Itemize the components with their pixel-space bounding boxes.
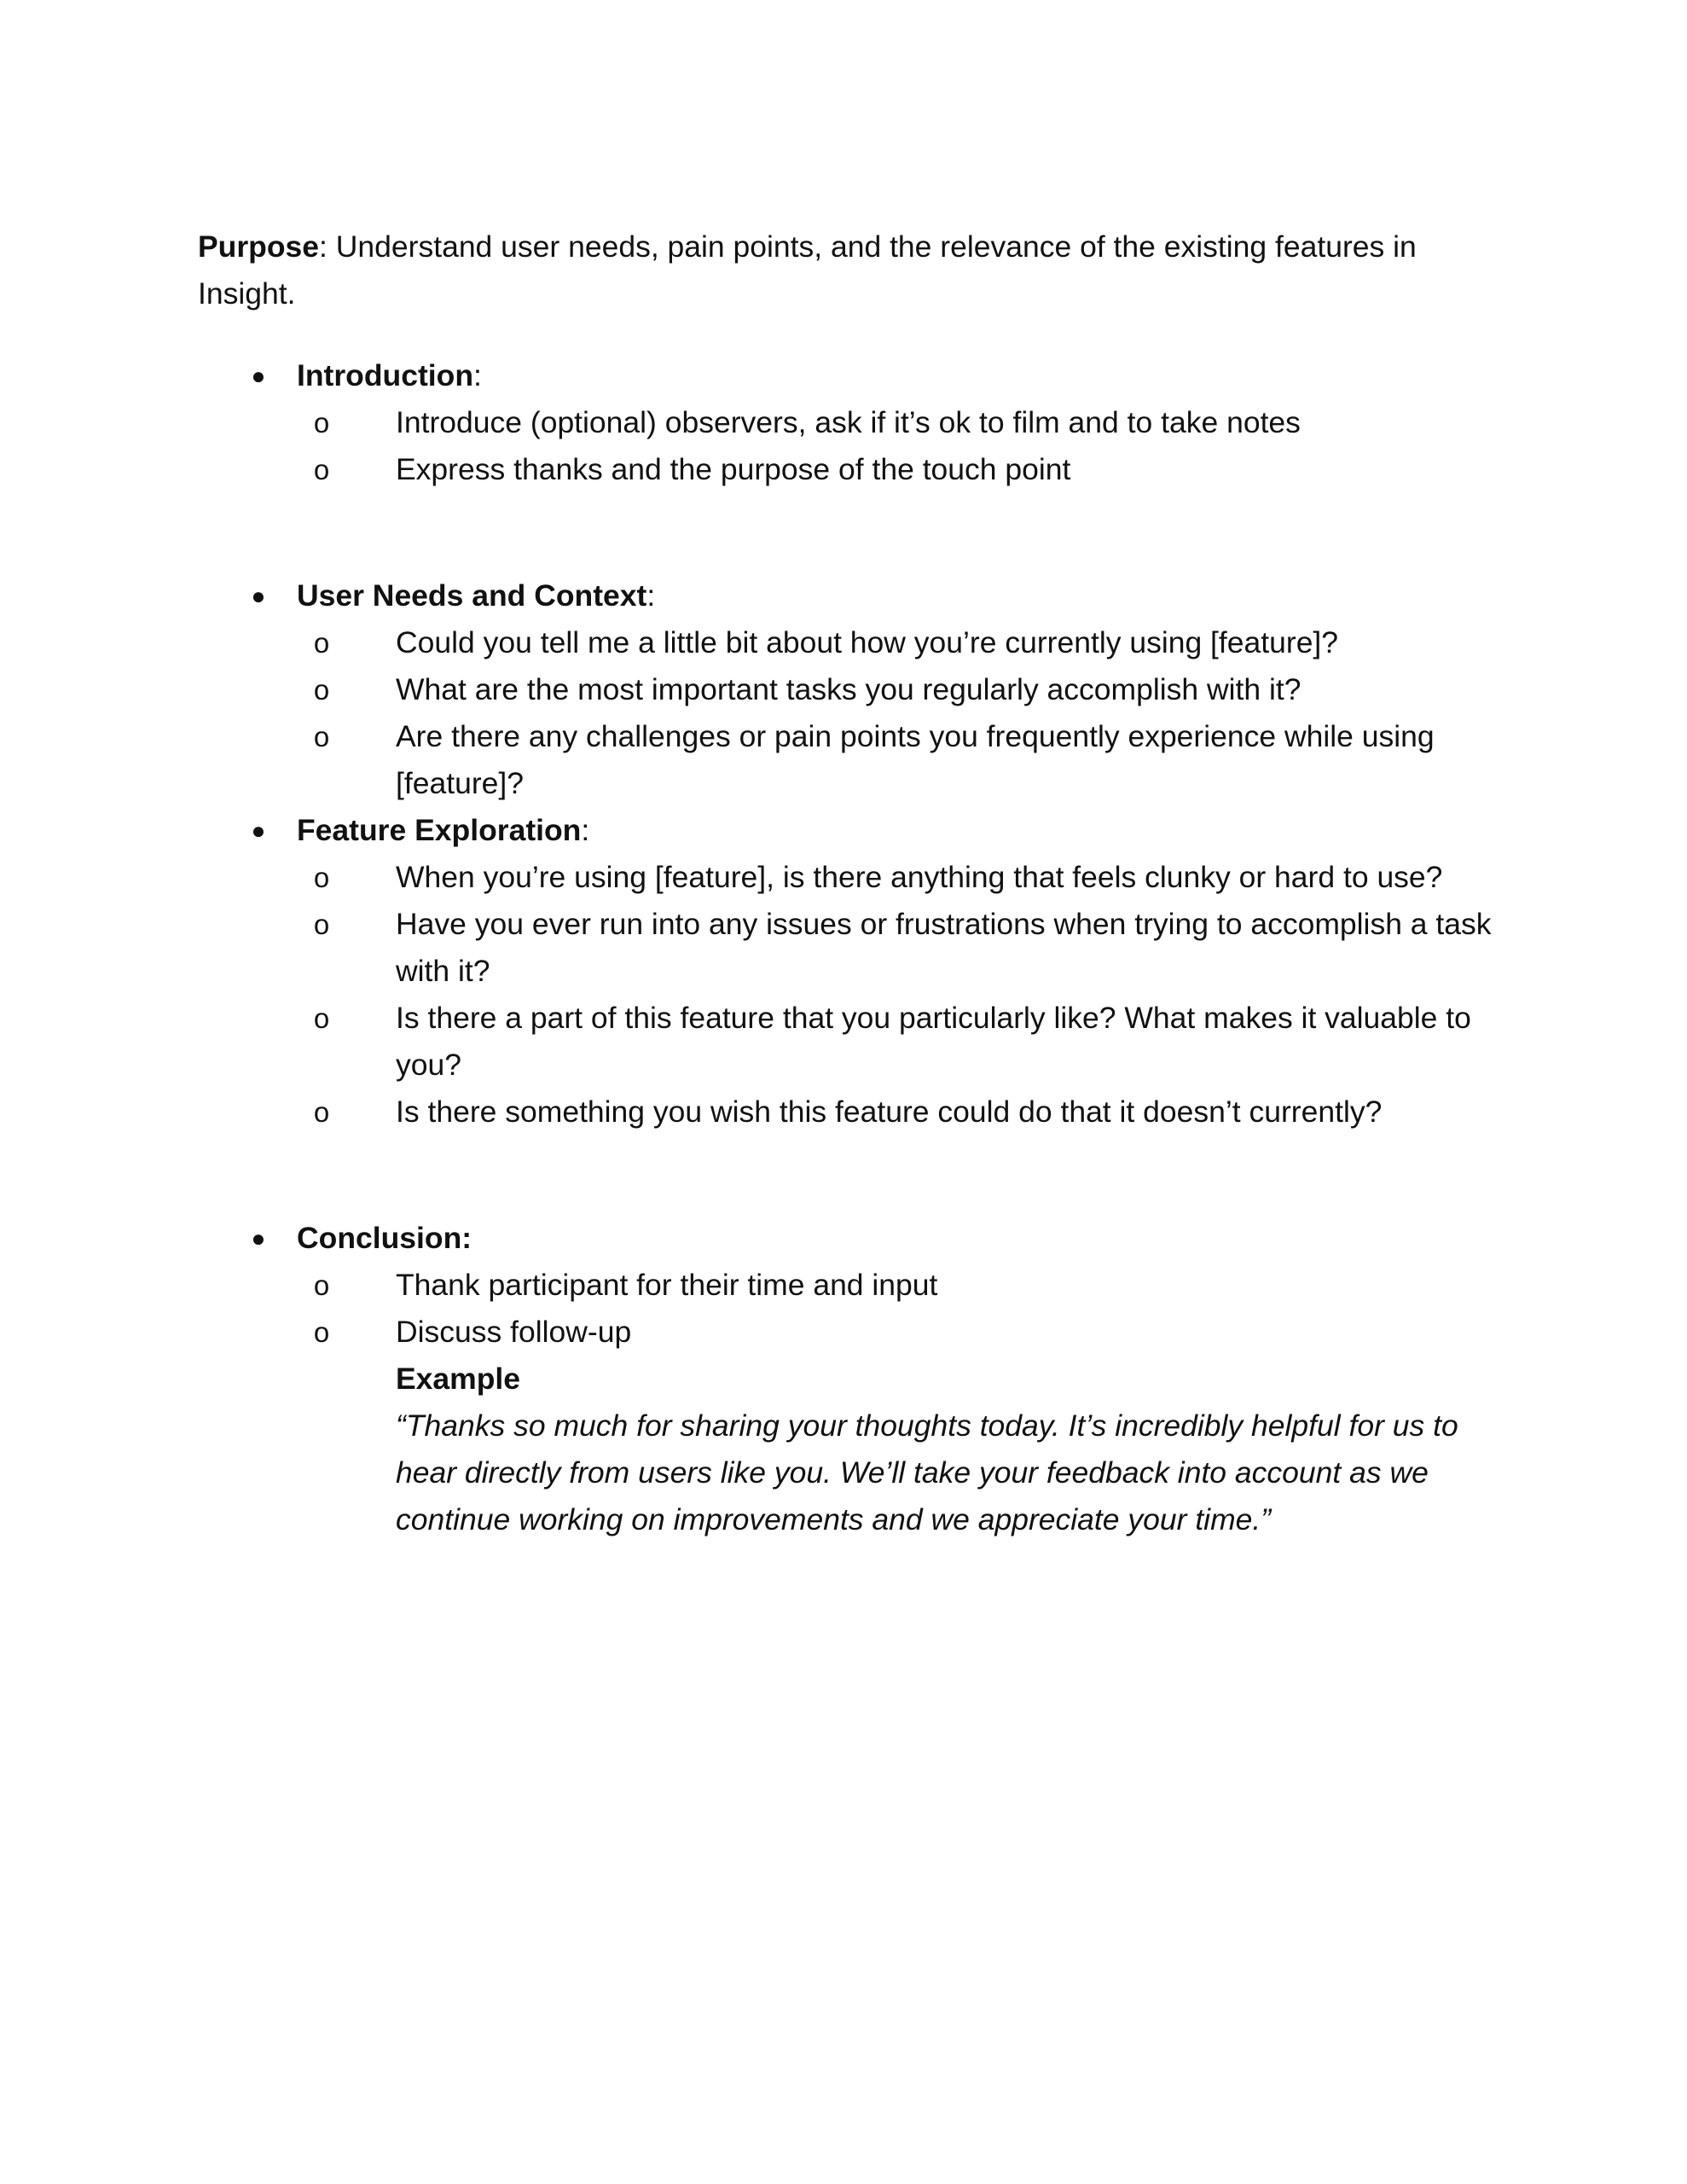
section-title: Conclusion: [297,1221,472,1255]
section-colon: : [473,358,482,392]
section-colon: : [646,578,656,613]
list-item-text: Introduce (optional) observers, ask if it’s ok to film and to take notes [396,405,1301,439]
circle-bullet-icon: o [313,721,330,752]
list-item [297,854,1494,901]
circle-bullet-icon: o [313,674,330,706]
circle-bullet-icon: o [313,407,330,439]
blank-line [198,493,1494,572]
section-conclusion [198,1215,1494,1543]
document-page [198,224,1494,1543]
circle-bullet-icon: o [313,1316,330,1348]
section-introduction [198,352,1494,493]
list-item [297,713,1494,807]
circle-bullet-icon: o [313,1002,330,1034]
bullet-icon: ● [251,817,266,844]
section-heading [251,352,1494,399]
bullet-icon: ● [251,363,266,389]
circle-bullet-icon: o [313,909,330,940]
circle-bullet-icon: o [313,627,330,659]
circle-bullet-icon: o [313,1269,330,1301]
list-item-text: What are the most important tasks you regularly accomplish with it? [396,672,1301,706]
list-item [297,666,1494,713]
list-item [297,1262,1494,1309]
list-item [297,1089,1494,1136]
section-colon: : [581,813,590,847]
section-user-needs [198,572,1494,807]
section-heading [251,1215,1494,1262]
list-item [297,619,1494,666]
example-quote: “Thanks so much for sharing your thoughts today. It’s incredibly helpful for us to hear directly from users like you. We’ll take your feedback into account as we continue working on improvements and we appreciate your time.” [396,1409,1458,1536]
bullet-icon: ● [251,1225,266,1252]
list-item [297,446,1494,493]
list-item-text: Discuss follow-up [396,1315,632,1349]
purpose-label: Purpose [198,229,320,264]
list-item [297,1309,1494,1356]
list-item-text: Thank participant for their time and input [396,1268,938,1302]
purpose-text: : Understand user needs, pain points, and the relevance of the existing features in Insight. [198,229,1417,311]
purpose-paragraph [198,224,1494,317]
list-item [297,901,1494,995]
section-heading [251,572,1494,619]
blank-line [198,1136,1494,1215]
list-item-text: Is there a part of this feature that you particularly like? What makes it valuable to you? [396,1001,1471,1082]
circle-bullet-icon: o [313,1096,330,1128]
list-item [297,399,1494,446]
section-title: Introduction [297,358,474,392]
list-item-text: Could you tell me a little bit about how you’re currently using [feature]? [396,625,1339,659]
circle-bullet-icon: o [313,454,330,485]
section-heading [251,807,1494,854]
list-item-text: Express thanks and the purpose of the touch point [396,452,1071,486]
list-item-text: When you’re using [feature], is there anything that feels clunky or hard to use? [396,860,1443,894]
circle-bullet-icon: o [313,862,330,893]
list-item-text: Is there something you wish this feature could do that it doesn’t currently? [396,1095,1383,1129]
list-item [297,995,1494,1089]
example-label: Example [396,1362,521,1396]
section-title: User Needs and Context [297,578,647,613]
list-item-text: Have you ever run into any issues or frustrations when trying to accomplish a task with it? [396,907,1492,988]
section-title: Feature Exploration [297,813,582,847]
list-item-text: Are there any challenges or pain points you frequently experience while using [feature]? [396,719,1435,800]
section-feature-exploration [198,807,1494,1136]
bullet-icon: ● [251,583,266,609]
